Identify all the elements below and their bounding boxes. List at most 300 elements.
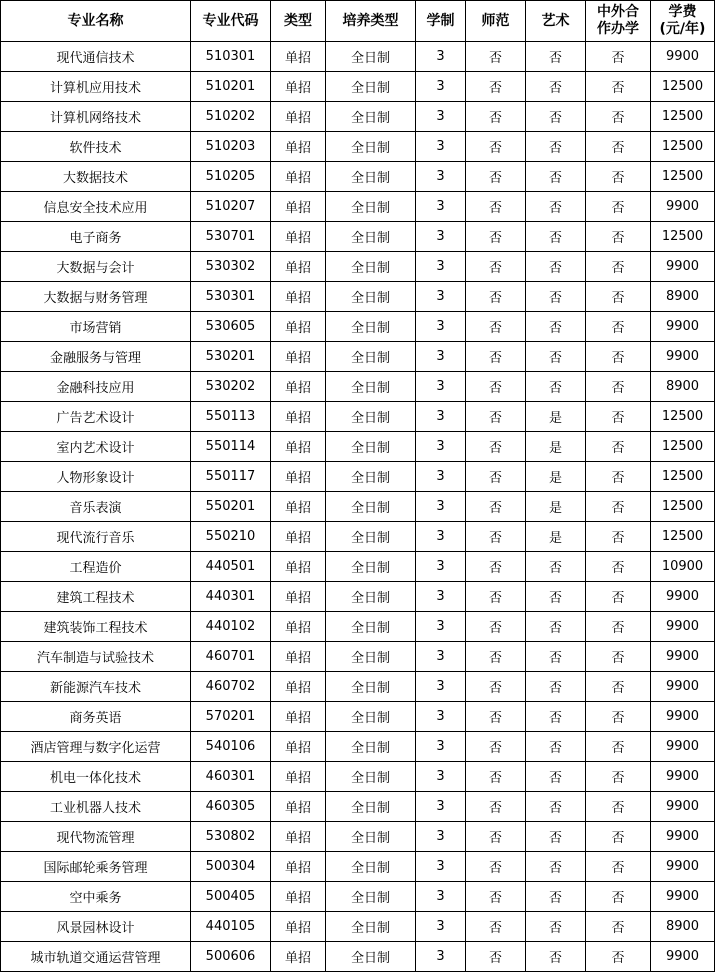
teacher-training-cell: 否 [466,282,526,312]
major-name-cell: 金融科技应用 [1,372,191,402]
duration-cell: 3 [416,732,466,762]
arts-cell: 否 [526,612,586,642]
study-mode-cell: 全日制 [326,702,416,732]
joint-program-cell: 否 [586,162,651,192]
duration-cell: 3 [416,792,466,822]
study-mode-cell: 全日制 [326,732,416,762]
admission-type-cell: 单招 [271,732,326,762]
study-mode-cell: 全日制 [326,132,416,162]
tuition-cell: 9900 [651,612,715,642]
teacher-training-cell: 否 [466,162,526,192]
duration-cell: 3 [416,822,466,852]
table-row [1,732,715,762]
admission-type-cell: 单招 [271,102,326,132]
arts-cell: 否 [526,792,586,822]
header-arts: 艺术 [526,1,586,42]
study-mode-cell: 全日制 [326,642,416,672]
table-row [1,582,715,612]
arts-cell: 否 [526,72,586,102]
duration-cell: 3 [416,882,466,912]
duration-cell: 3 [416,402,466,432]
arts-cell: 否 [526,132,586,162]
admission-type-cell: 单招 [271,702,326,732]
study-mode-cell: 全日制 [326,312,416,342]
duration-cell: 3 [416,192,466,222]
major-name-cell: 城市轨道交通运营管理 [1,942,191,972]
tuition-cell: 9900 [651,882,715,912]
duration-cell: 3 [416,672,466,702]
duration-cell: 3 [416,102,466,132]
tuition-cell: 9900 [651,672,715,702]
major-name-cell: 广告艺术设计 [1,402,191,432]
tuition-cell: 8900 [651,282,715,312]
major-code-cell: 530202 [191,372,271,402]
duration-cell: 3 [416,462,466,492]
major-code-cell: 550201 [191,492,271,522]
teacher-training-cell: 否 [466,882,526,912]
duration-cell: 3 [416,582,466,612]
arts-cell: 否 [526,882,586,912]
tuition-cell: 9900 [651,822,715,852]
header-study-mode: 培养类型 [326,1,416,42]
joint-program-cell: 否 [586,42,651,72]
teacher-training-cell: 否 [466,372,526,402]
arts-cell: 是 [526,462,586,492]
tuition-cell: 9900 [651,852,715,882]
joint-program-cell: 否 [586,132,651,162]
teacher-training-cell: 否 [466,312,526,342]
tuition-cell: 12500 [651,492,715,522]
joint-program-cell: 否 [586,102,651,132]
admission-type-cell: 单招 [271,522,326,552]
duration-cell: 3 [416,42,466,72]
arts-cell: 否 [526,372,586,402]
major-name-cell: 新能源汽车技术 [1,672,191,702]
major-name-cell: 市场营销 [1,312,191,342]
table-row [1,612,715,642]
major-code-cell: 500606 [191,942,271,972]
arts-cell: 否 [526,672,586,702]
header-tuition: 学费 (元/年) [651,1,715,42]
study-mode-cell: 全日制 [326,222,416,252]
tuition-cell: 9900 [651,792,715,822]
teacher-training-cell: 否 [466,822,526,852]
table-row [1,762,715,792]
tuition-cell: 12500 [651,402,715,432]
major-code-cell: 440105 [191,912,271,942]
major-code-cell: 550210 [191,522,271,552]
teacher-training-cell: 否 [466,252,526,282]
joint-program-cell: 否 [586,612,651,642]
duration-cell: 3 [416,342,466,372]
major-code-cell: 530302 [191,252,271,282]
study-mode-cell: 全日制 [326,102,416,132]
admission-type-cell: 单招 [271,762,326,792]
arts-cell: 否 [526,312,586,342]
major-name-cell: 电子商务 [1,222,191,252]
arts-cell: 是 [526,522,586,552]
table-row [1,42,715,72]
joint-program-cell: 否 [586,672,651,702]
table-row [1,282,715,312]
study-mode-cell: 全日制 [326,582,416,612]
arts-cell: 否 [526,42,586,72]
admission-type-cell: 单招 [271,642,326,672]
admission-type-cell: 单招 [271,852,326,882]
arts-cell: 是 [526,402,586,432]
tuition-cell: 12500 [651,462,715,492]
major-name-cell: 大数据与会计 [1,252,191,282]
arts-cell: 否 [526,822,586,852]
table-row [1,522,715,552]
joint-program-cell: 否 [586,492,651,522]
arts-cell: 否 [526,342,586,372]
header-duration: 学制 [416,1,466,42]
table-row [1,342,715,372]
joint-program-cell: 否 [586,402,651,432]
major-code-cell: 550113 [191,402,271,432]
duration-cell: 3 [416,522,466,552]
admission-type-cell: 单招 [271,42,326,72]
table-row [1,162,715,192]
major-code-cell: 440301 [191,582,271,612]
teacher-training-cell: 否 [466,222,526,252]
major-name-cell: 商务英语 [1,702,191,732]
arts-cell: 否 [526,942,586,972]
tuition-cell: 9900 [651,252,715,282]
major-code-cell: 540106 [191,732,271,762]
major-name-cell: 汽车制造与试验技术 [1,642,191,672]
joint-program-cell: 否 [586,552,651,582]
admission-type-cell: 单招 [271,282,326,312]
major-code-cell: 550117 [191,462,271,492]
arts-cell: 否 [526,582,586,612]
joint-program-cell: 否 [586,762,651,792]
teacher-training-cell: 否 [466,522,526,552]
duration-cell: 3 [416,942,466,972]
major-name-cell: 现代通信技术 [1,42,191,72]
teacher-training-cell: 否 [466,102,526,132]
table-row [1,312,715,342]
arts-cell: 否 [526,852,586,882]
major-code-cell: 530301 [191,282,271,312]
duration-cell: 3 [416,552,466,582]
study-mode-cell: 全日制 [326,402,416,432]
tuition-cell: 9900 [651,942,715,972]
arts-cell: 否 [526,702,586,732]
admission-type-cell: 单招 [271,402,326,432]
teacher-training-cell: 否 [466,72,526,102]
admission-type-cell: 单招 [271,552,326,582]
study-mode-cell: 全日制 [326,762,416,792]
tuition-cell: 10900 [651,552,715,582]
tuition-cell: 12500 [651,222,715,252]
table-row [1,942,715,972]
joint-program-cell: 否 [586,372,651,402]
joint-program-cell: 否 [586,462,651,492]
teacher-training-cell: 否 [466,462,526,492]
major-name-cell: 现代流行音乐 [1,522,191,552]
table-row [1,102,715,132]
joint-program-cell: 否 [586,222,651,252]
tuition-cell: 9900 [651,732,715,762]
major-code-cell: 530201 [191,342,271,372]
admission-type-cell: 单招 [271,132,326,162]
admission-type-cell: 单招 [271,462,326,492]
tuition-cell: 12500 [651,432,715,462]
arts-cell: 否 [526,552,586,582]
admission-type-cell: 单招 [271,432,326,462]
major-code-cell: 460305 [191,792,271,822]
major-code-cell: 460702 [191,672,271,702]
arts-cell: 否 [526,282,586,312]
duration-cell: 3 [416,312,466,342]
major-code-cell: 510205 [191,162,271,192]
study-mode-cell: 全日制 [326,462,416,492]
study-mode-cell: 全日制 [326,942,416,972]
admission-type-cell: 单招 [271,372,326,402]
teacher-training-cell: 否 [466,852,526,882]
table-row [1,492,715,522]
major-name-cell: 计算机应用技术 [1,72,191,102]
admission-type-cell: 单招 [271,252,326,282]
arts-cell: 是 [526,492,586,522]
table-row [1,882,715,912]
major-name-cell: 空中乘务 [1,882,191,912]
major-code-cell: 530802 [191,822,271,852]
tuition-cell: 9900 [651,312,715,342]
arts-cell: 否 [526,102,586,132]
major-name-cell: 建筑工程技术 [1,582,191,612]
header-teacher-training: 师范 [466,1,526,42]
arts-cell: 否 [526,192,586,222]
joint-program-cell: 否 [586,942,651,972]
table-row [1,702,715,732]
tuition-cell: 9900 [651,642,715,672]
teacher-training-cell: 否 [466,942,526,972]
teacher-training-cell: 否 [466,672,526,702]
joint-program-cell: 否 [586,642,651,672]
admission-type-cell: 单招 [271,72,326,102]
major-code-cell: 530605 [191,312,271,342]
major-code-cell: 510203 [191,132,271,162]
study-mode-cell: 全日制 [326,912,416,942]
table-body [1,42,715,972]
study-mode-cell: 全日制 [326,552,416,582]
admission-type-cell: 单招 [271,312,326,342]
major-code-cell: 570201 [191,702,271,732]
table-row [1,222,715,252]
study-mode-cell: 全日制 [326,372,416,402]
study-mode-cell: 全日制 [326,282,416,312]
table-row [1,252,715,282]
major-name-cell: 风景园林设计 [1,912,191,942]
teacher-training-cell: 否 [466,702,526,732]
major-name-cell: 金融服务与管理 [1,342,191,372]
header-admission-type: 类型 [271,1,326,42]
major-name-cell: 建筑装饰工程技术 [1,612,191,642]
admission-type-cell: 单招 [271,942,326,972]
teacher-training-cell: 否 [466,492,526,522]
major-code-cell: 460301 [191,762,271,792]
joint-program-cell: 否 [586,282,651,312]
duration-cell: 3 [416,372,466,402]
duration-cell: 3 [416,252,466,282]
tuition-cell: 9900 [651,582,715,612]
duration-cell: 3 [416,72,466,102]
study-mode-cell: 全日制 [326,162,416,192]
teacher-training-cell: 否 [466,42,526,72]
admission-type-cell: 单招 [271,612,326,642]
major-name-cell: 现代物流管理 [1,822,191,852]
teacher-training-cell: 否 [466,792,526,822]
admission-type-cell: 单招 [271,342,326,372]
teacher-training-cell: 否 [466,132,526,162]
major-code-cell: 440501 [191,552,271,582]
duration-cell: 3 [416,222,466,252]
duration-cell: 3 [416,612,466,642]
duration-cell: 3 [416,432,466,462]
teacher-training-cell: 否 [466,402,526,432]
table-row [1,402,715,432]
major-name-cell: 音乐表演 [1,492,191,522]
admission-type-cell: 单招 [271,162,326,192]
teacher-training-cell: 否 [466,342,526,372]
joint-program-cell: 否 [586,252,651,282]
table-row [1,912,715,942]
duration-cell: 3 [416,162,466,192]
joint-program-cell: 否 [586,702,651,732]
study-mode-cell: 全日制 [326,492,416,522]
table-row [1,852,715,882]
study-mode-cell: 全日制 [326,822,416,852]
study-mode-cell: 全日制 [326,432,416,462]
tuition-cell: 8900 [651,912,715,942]
study-mode-cell: 全日制 [326,852,416,882]
arts-cell: 否 [526,762,586,792]
duration-cell: 3 [416,762,466,792]
duration-cell: 3 [416,132,466,162]
major-name-cell: 软件技术 [1,132,191,162]
arts-cell: 否 [526,732,586,762]
admission-type-cell: 单招 [271,582,326,612]
teacher-training-cell: 否 [466,762,526,792]
study-mode-cell: 全日制 [326,672,416,702]
major-name-cell: 工业机器人技术 [1,792,191,822]
admission-type-cell: 单招 [271,912,326,942]
arts-cell: 否 [526,642,586,672]
arts-cell: 否 [526,252,586,282]
duration-cell: 3 [416,492,466,522]
joint-program-cell: 否 [586,72,651,102]
joint-program-cell: 否 [586,792,651,822]
major-name-cell: 大数据与财务管理 [1,282,191,312]
table-row [1,792,715,822]
duration-cell: 3 [416,282,466,312]
major-name-cell: 信息安全技术应用 [1,192,191,222]
table-row [1,462,715,492]
admission-type-cell: 单招 [271,192,326,222]
table-row [1,642,715,672]
duration-cell: 3 [416,912,466,942]
admission-type-cell: 单招 [271,822,326,852]
study-mode-cell: 全日制 [326,72,416,102]
tuition-cell: 12500 [651,162,715,192]
admission-type-cell: 单招 [271,672,326,702]
study-mode-cell: 全日制 [326,342,416,372]
study-mode-cell: 全日制 [326,522,416,552]
teacher-training-cell: 否 [466,192,526,222]
joint-program-cell: 否 [586,882,651,912]
joint-program-cell: 否 [586,852,651,882]
joint-program-cell: 否 [586,342,651,372]
arts-cell: 否 [526,912,586,942]
joint-program-cell: 否 [586,432,651,462]
major-code-cell: 500304 [191,852,271,882]
table-row [1,132,715,162]
major-name-cell: 室内艺术设计 [1,432,191,462]
header-row [1,1,715,42]
study-mode-cell: 全日制 [326,42,416,72]
header-major-code: 专业代码 [191,1,271,42]
tuition-cell: 9900 [651,762,715,792]
major-name-cell: 大数据技术 [1,162,191,192]
tuition-cell: 12500 [651,132,715,162]
teacher-training-cell: 否 [466,732,526,762]
teacher-training-cell: 否 [466,642,526,672]
tuition-cell: 12500 [651,102,715,132]
joint-program-cell: 否 [586,732,651,762]
study-mode-cell: 全日制 [326,792,416,822]
duration-cell: 3 [416,702,466,732]
major-name-cell: 工程造价 [1,552,191,582]
tuition-cell: 8900 [651,372,715,402]
joint-program-cell: 否 [586,192,651,222]
study-mode-cell: 全日制 [326,882,416,912]
study-mode-cell: 全日制 [326,252,416,282]
major-name-cell: 计算机网络技术 [1,102,191,132]
joint-program-cell: 否 [586,822,651,852]
teacher-training-cell: 否 [466,912,526,942]
tuition-cell: 9900 [651,42,715,72]
major-code-cell: 530701 [191,222,271,252]
table-row [1,822,715,852]
duration-cell: 3 [416,642,466,672]
joint-program-cell: 否 [586,912,651,942]
table-row [1,372,715,402]
study-mode-cell: 全日制 [326,612,416,642]
teacher-training-cell: 否 [466,612,526,642]
study-mode-cell: 全日制 [326,192,416,222]
arts-cell: 否 [526,222,586,252]
admission-type-cell: 单招 [271,222,326,252]
major-code-cell: 510301 [191,42,271,72]
major-code-cell: 510201 [191,72,271,102]
joint-program-cell: 否 [586,522,651,552]
major-code-cell: 440102 [191,612,271,642]
table-row [1,72,715,102]
tuition-cell: 12500 [651,72,715,102]
major-code-cell: 500405 [191,882,271,912]
major-name-cell: 国际邮轮乘务管理 [1,852,191,882]
major-code-cell: 510202 [191,102,271,132]
major-code-cell: 550114 [191,432,271,462]
admission-type-cell: 单招 [271,792,326,822]
major-name-cell: 机电一体化技术 [1,762,191,792]
joint-program-cell: 否 [586,582,651,612]
arts-cell: 否 [526,162,586,192]
teacher-training-cell: 否 [466,552,526,582]
